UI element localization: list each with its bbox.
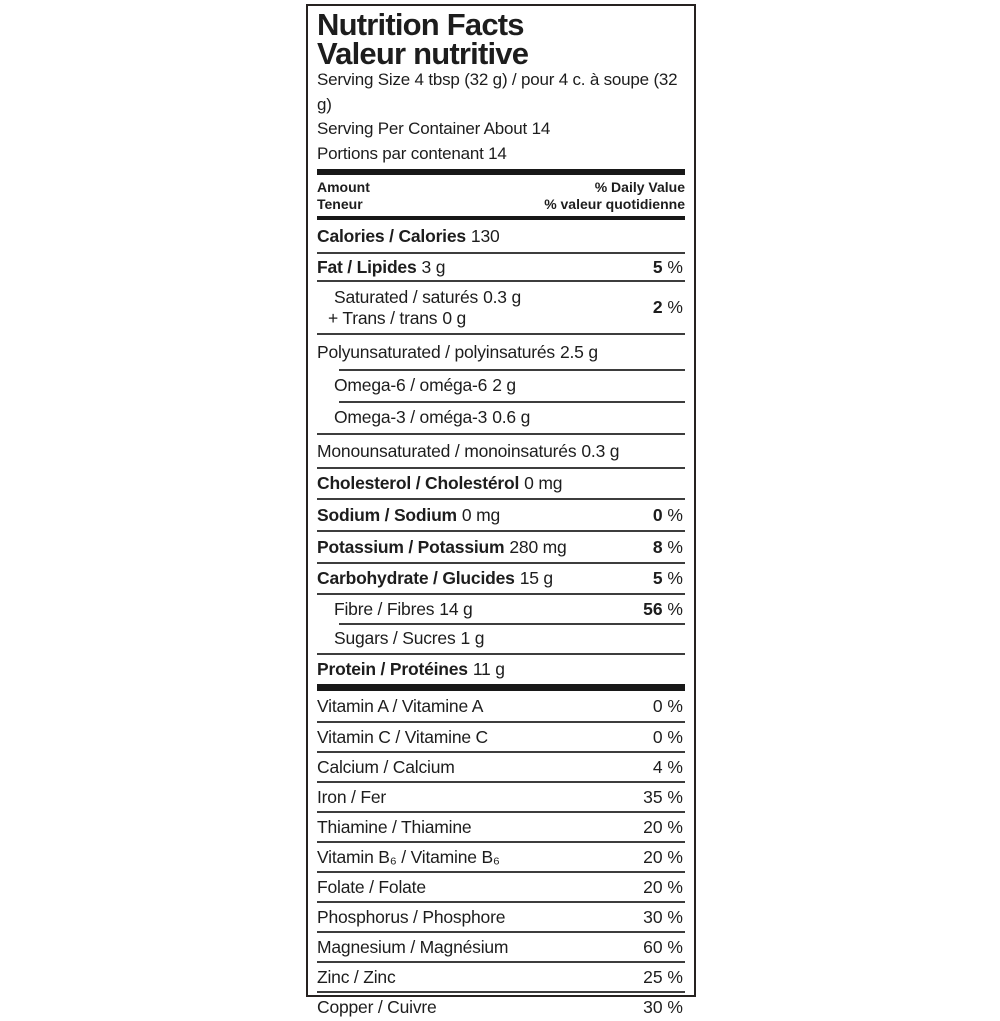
nutrient-name: Potassium / Potassium 280 mg (317, 536, 567, 557)
nutrient-amount: 1 g (460, 627, 485, 648)
serving-size-line: Serving Size 4 tbsp (32 g) / pour 4 c. à soupe (32 g) (317, 70, 678, 114)
nutrient-name: Sodium / Sodium 0 mg (317, 504, 501, 525)
micronutrient-row-folate-folate (317, 871, 685, 901)
nutrient-amount: 3 g (421, 256, 446, 277)
nutrient-amount: 2 g (492, 374, 516, 395)
micronutrient-row-phosphorus-phosphore (317, 901, 685, 931)
micronutrient-row-vitamin-c-vitamine-c (317, 721, 685, 751)
calories-label: Calories / Calories (317, 225, 466, 246)
nutrient-amount: 0 mg (461, 504, 501, 525)
nutrient-name: Thiamine / Thiamine (317, 816, 472, 837)
nutrient-name: Carbohydrate / Glucides 15 g (317, 568, 553, 589)
nutrient-amount: 0.6 g (492, 406, 531, 427)
nutrient-row-protein-prot-ines (317, 653, 685, 684)
amount-header-fr: Teneur (317, 196, 363, 213)
daily-value: 0 % (652, 695, 683, 716)
nutrient-name: Saturated / saturés 0.3 g + Trans / trans 0 g (328, 286, 521, 328)
daily-value-header-en: % Daily Value (594, 179, 685, 196)
daily-value: 8 % (652, 536, 683, 557)
micronutrient-rows-section (317, 691, 685, 1021)
servings-per-container-en: Serving Per Container About 14 (317, 119, 551, 139)
label-title-fr: Valeur nutritive (317, 36, 529, 71)
nutrient-amount: 0.3 g (581, 440, 620, 461)
micronutrient-row-iron-fer (317, 781, 685, 811)
nutrient-row-carbohydrate-glucides (317, 562, 685, 593)
calories-row (317, 220, 685, 252)
micronutrient-row-thiamine-thiamine (317, 811, 685, 841)
nutrient-row-fibre-fibres (317, 593, 685, 623)
nutrient-row-polyunsaturated-polyinsatur- (317, 333, 685, 369)
nutrient-row-potassium-potassium (317, 530, 685, 562)
daily-value: 35 % (643, 786, 683, 807)
nutrient-name: Calcium / Calcium (317, 756, 455, 777)
nutrition-facts-label (306, 4, 696, 1017)
nutrient-name: Magnesium / Magnésium (317, 936, 509, 957)
nutrient-amount: 14 g (439, 598, 473, 619)
nutrient-amount: 11 g (472, 659, 505, 680)
nutrient-name: Folate / Folate (317, 876, 426, 897)
nutrient-amount: 280 mg (509, 536, 567, 557)
nutrient-name: Fat / Lipides 3 g (317, 256, 446, 277)
nutrient-name: Phosphorus / Phosphore (317, 906, 506, 927)
micronutrient-row-vitamin-a-vitamine-a (317, 691, 685, 721)
nutrient-name: Polyunsaturated / polyinsaturés 2.5 g (317, 341, 598, 362)
nutrient-row-monounsaturated-monoinsatur- (317, 433, 685, 467)
daily-value: 30 % (643, 906, 683, 927)
daily-value: 60 % (643, 936, 683, 957)
nutrient-name: Vitamin C / Vitamine C (317, 726, 488, 747)
nutrient-row-cholesterol-cholest-rol (317, 467, 685, 498)
nutrient-name: Vitamin A / Vitamine A (317, 695, 484, 716)
nutrient-amount: 15 g (519, 568, 553, 589)
nutrient-amount: 0.3 g (483, 286, 521, 307)
nutrient-row-omega-6-om-ga-6 (317, 369, 685, 401)
nutrient-name: Copper / Cuivre (317, 996, 437, 1017)
column-header (317, 175, 685, 216)
nutrient-name: Monounsaturated / monoinsaturés 0.3 g (317, 440, 620, 461)
nutrient-name: Fibre / Fibres 14 g (334, 598, 473, 619)
nutrient-name: Cholesterol / Cholestérol 0 mg (317, 473, 563, 494)
nutrient-name: Omega-3 / oméga-3 0.6 g (334, 406, 531, 427)
daily-value: 30 % (643, 996, 683, 1017)
nutrient-amount: 2.5 g (559, 341, 598, 362)
daily-value: 5 % (652, 568, 683, 589)
daily-value: 0 % (652, 726, 683, 747)
nutrient-name: Protein / Protéines 11 g (317, 659, 505, 680)
micronutrient-row-magnesium-magn-sium (317, 931, 685, 961)
micronutrient-row-copper-cuivre (317, 991, 685, 1021)
nutrient-name: Sugars / Sucres 1 g (334, 627, 485, 648)
nutrient-amount: 0 mg (524, 473, 563, 494)
micronutrient-row-calcium-calcium (317, 751, 685, 781)
nutrient-row-fat-lipides (317, 252, 685, 280)
protein-thick-rule (317, 684, 685, 691)
daily-value: 20 % (643, 846, 683, 867)
nutrient-amount: 0 g (442, 307, 467, 328)
daily-value: 5 % (652, 256, 683, 277)
nutrient-row-omega-3-om-ga-3 (317, 401, 685, 433)
daily-value: 2 % (652, 297, 683, 318)
amount-header-en: Amount (317, 179, 370, 196)
daily-value: 20 % (643, 876, 683, 897)
calories-amount: 130 (470, 225, 500, 246)
daily-value: 20 % (643, 816, 683, 837)
daily-value-header-fr: % valeur quotidienne (544, 196, 685, 213)
nutrient-name: Zinc / Zinc (317, 966, 396, 987)
daily-value: 56 % (643, 598, 683, 619)
nutrient-row-sugars-sucres (317, 623, 685, 653)
daily-value: 25 % (643, 966, 683, 987)
nutrient-rows-section (317, 252, 685, 684)
micronutrient-row-zinc-zinc (317, 961, 685, 991)
nutrient-row-sodium-sodium (317, 498, 685, 530)
nutrient-name: Vitamin B₆ / Vitamine B₆ (317, 846, 500, 867)
nutrient-name: Omega-6 / oméga-6 2 g (334, 374, 516, 395)
daily-value: 4 % (652, 756, 683, 777)
micronutrient-row-vitamin-b-vitamine-b (317, 841, 685, 871)
nutrient-name: Iron / Fer (317, 786, 386, 807)
label-title-en: Nutrition Facts (317, 7, 524, 42)
nutrient-row-saturated-satur-s (317, 280, 685, 333)
daily-value: 0 % (652, 504, 683, 525)
servings-per-container-fr: Portions par contenant 14 (317, 143, 507, 163)
